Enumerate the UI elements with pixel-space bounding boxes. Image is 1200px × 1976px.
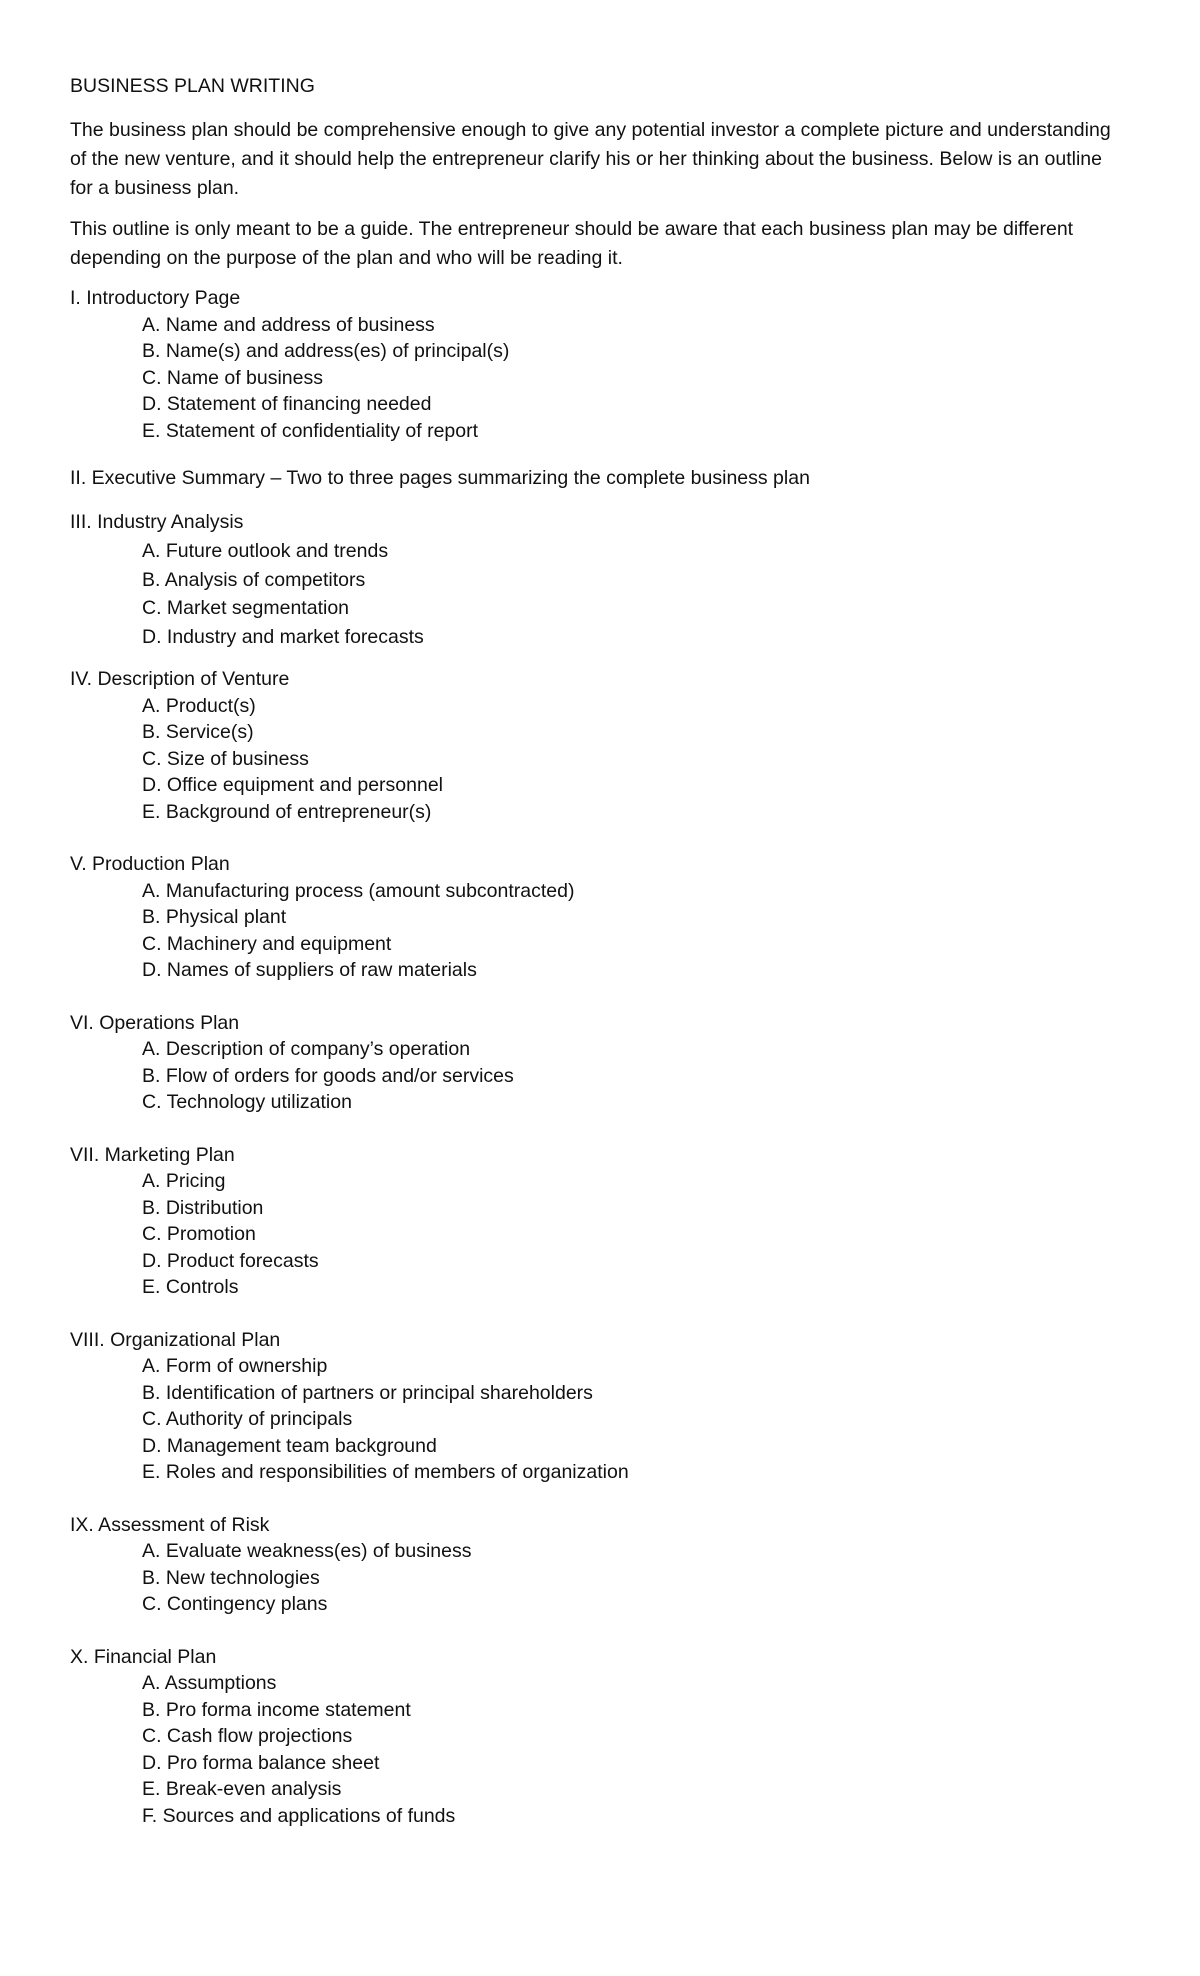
outline-item: B. Service(s) xyxy=(142,721,254,743)
outline-section xyxy=(70,1512,1130,1618)
outline-item: D. Office equipment and personnel xyxy=(142,774,443,796)
outline-item: A. Description of company’s operation xyxy=(142,1038,471,1060)
outline-item: B. Analysis of competitors xyxy=(142,568,366,591)
outline xyxy=(70,285,1130,1829)
outline-item: B. Identification of partners or principal shareholders xyxy=(142,1381,593,1404)
outline-item: C. Market segmentation xyxy=(142,597,350,619)
outline-item: C. Contingency plans xyxy=(142,1593,328,1615)
section-heading: II. Executive Summary – Two to three pages summarizing the complete business plan xyxy=(70,467,810,489)
outline-item: E. Controls xyxy=(142,1276,239,1298)
outline-item: A. Form of ownership xyxy=(142,1355,328,1377)
outline-item: A. Name and address of business xyxy=(142,313,435,336)
outline-item: B. Pro forma income statement xyxy=(142,1698,411,1721)
outline-item: E. Break-even analysis xyxy=(142,1778,342,1800)
section-heading: VIII. Organizational Plan xyxy=(70,1328,281,1351)
outline-item: A. Future outlook and trends xyxy=(142,540,389,562)
outline-section xyxy=(70,851,1130,984)
outline-item: B. Flow of orders for goods and/or services xyxy=(142,1064,514,1087)
section-heading: X. Financial Plan xyxy=(70,1645,217,1668)
outline-section xyxy=(70,1142,1130,1301)
outline-item: A. Product(s) xyxy=(142,694,256,717)
document-page xyxy=(70,72,1130,1829)
guide-paragraph: This outline is only meant to be a guide. The entrepreneur should be aware that each business plan may be different depending on the purpose of the plan and who will be reading it. xyxy=(70,218,1074,269)
outline-item: E. Roles and responsibilities of members of organization xyxy=(142,1461,629,1483)
outline-section xyxy=(70,464,1130,493)
outline-item: C. Name of business xyxy=(142,366,323,389)
outline-item: A. Pricing xyxy=(142,1170,226,1192)
section-items xyxy=(70,1353,1130,1486)
section-items xyxy=(70,693,1130,826)
outline-item: C. Authority of principals xyxy=(142,1408,353,1430)
outline-section xyxy=(70,1644,1130,1830)
section-heading: V. Production Plan xyxy=(70,853,230,875)
section-items xyxy=(70,1670,1130,1829)
section-heading: IV. Description of Venture xyxy=(70,668,290,690)
outline-item: B. Physical plant xyxy=(142,906,287,928)
outline-item: D. Pro forma balance sheet xyxy=(142,1751,380,1774)
section-items xyxy=(70,878,1130,984)
outline-item: B. New technologies xyxy=(142,1566,320,1589)
outline-item: A. Manufacturing process (amount subcontracted) xyxy=(142,879,575,902)
section-heading: VI. Operations Plan xyxy=(70,1011,240,1034)
section-heading: VII. Marketing Plan xyxy=(70,1143,235,1166)
outline-item: F. Sources and applications of funds xyxy=(142,1804,456,1827)
outline-item: D. Names of suppliers of raw materials xyxy=(142,959,477,981)
outline-item: C. Promotion xyxy=(142,1223,256,1245)
outline-item: C. Machinery and equipment xyxy=(142,932,392,955)
outline-item: D. Management team background xyxy=(142,1434,437,1457)
outline-item: B. Distribution xyxy=(142,1196,264,1219)
outline-section xyxy=(70,285,1130,444)
outline-item: A. Evaluate weakness(es) of business xyxy=(142,1540,472,1562)
outline-section xyxy=(70,666,1130,825)
section-items xyxy=(70,1538,1130,1618)
outline-item: D. Industry and market forecasts xyxy=(142,625,424,648)
outline-item: C. Size of business xyxy=(142,747,309,770)
section-items xyxy=(70,1168,1130,1301)
section-heading: IX. Assessment of Risk xyxy=(70,1513,270,1536)
section-items xyxy=(70,1036,1130,1116)
outline-section xyxy=(70,1010,1130,1116)
outline-item: A. Assumptions xyxy=(142,1672,277,1694)
outline-section xyxy=(70,1327,1130,1486)
intro-paragraph: The business plan should be comprehensive enough to give any potential investor a complete picture and understanding of the new venture, and it should help the entrepreneur clarify his or her thinking about the business. Below is an outline for a business plan. xyxy=(70,119,1111,199)
document-title: BUSINESS PLAN WRITING xyxy=(70,75,315,97)
outline-item: B. Name(s) and address(es) of principal(s) xyxy=(142,340,510,362)
section-heading: I. Introductory Page xyxy=(70,287,241,309)
outline-item: E. Statement of confidentiality of report xyxy=(142,419,479,442)
outline-item: C. Technology utilization xyxy=(142,1091,352,1113)
outline-section xyxy=(70,508,1130,651)
outline-item: D. Statement of financing needed xyxy=(142,393,432,415)
section-items xyxy=(70,312,1130,445)
section-heading: III. Industry Analysis xyxy=(70,511,244,533)
section-items xyxy=(70,537,1130,651)
outline-item: C. Cash flow projections xyxy=(142,1725,353,1747)
outline-item: D. Product forecasts xyxy=(142,1249,319,1272)
outline-item: E. Background of entrepreneur(s) xyxy=(142,800,432,823)
